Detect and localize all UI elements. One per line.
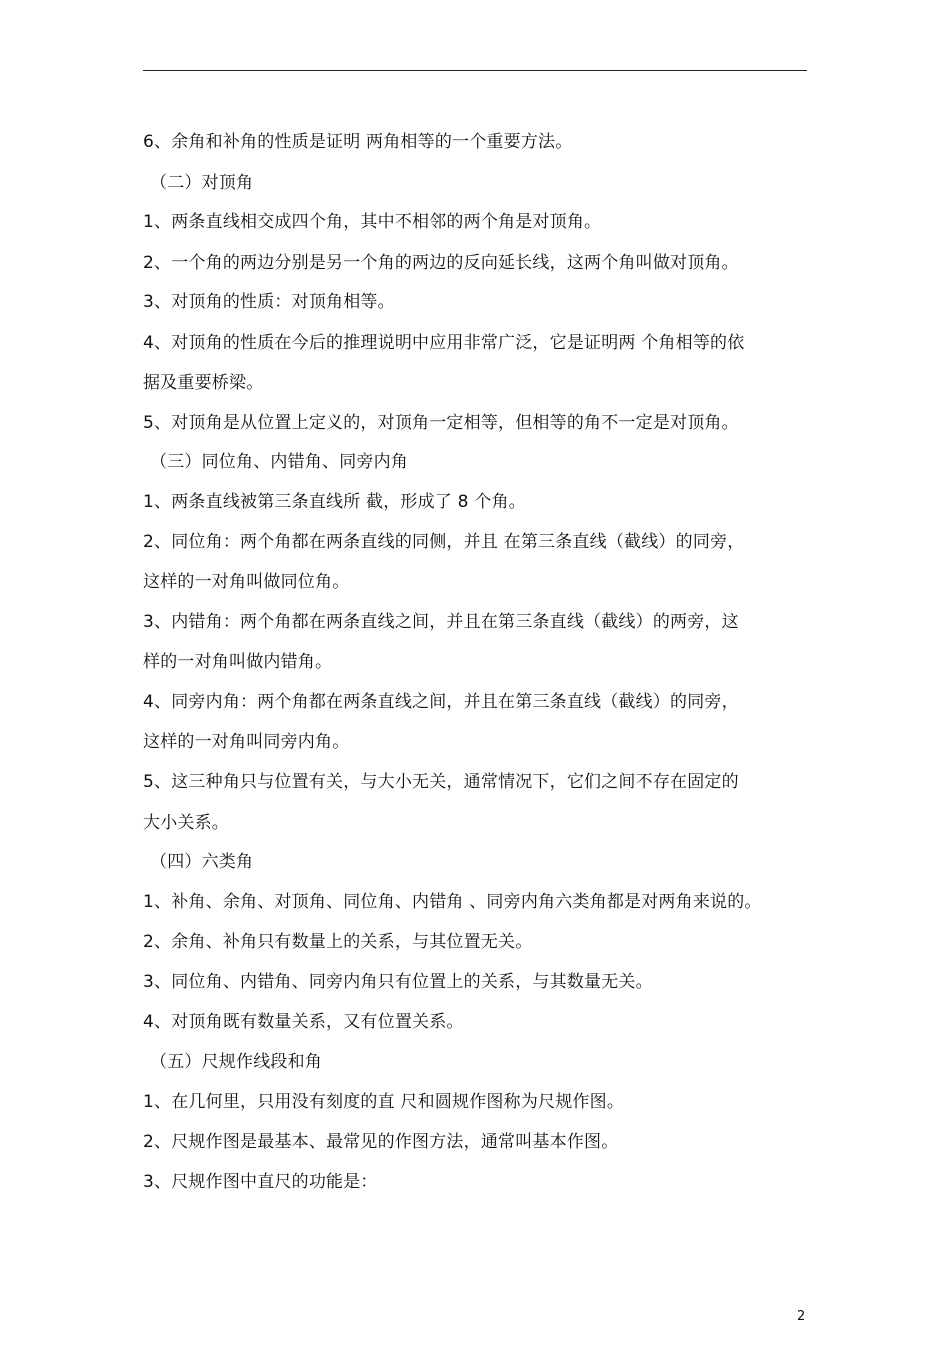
text-line: 3、对顶角的性质：对顶角相等。	[143, 292, 395, 312]
section-heading: （二）对顶角	[150, 173, 254, 193]
text-line: 4、对顶角既有数量关系，又有位置关系。	[143, 1012, 464, 1032]
text-line: 2、同位角：两个角都在两条直线的同侧，并且 在第三条直线（截线）的同旁，	[143, 532, 745, 552]
text-line: 4、同旁内角：两个角都在两条直线之间，并且在第三条直线（截线）的同旁，	[143, 692, 739, 712]
text-line: 3、内错角：两个角都在两条直线之间，并且在第三条直线（截线）的两旁，这	[143, 612, 739, 632]
text-line: 这样的一对角叫做同位角。	[143, 572, 350, 592]
text-line: 1、两条直线相交成四个角，其中不相邻的两个角是对顶角。	[143, 212, 602, 232]
text-line: 6、余角和补角的性质是证明 两角相等的一个重要方法。	[143, 132, 573, 152]
section-heading: （三）同位角、内错角、同旁内角	[150, 452, 408, 472]
text-line: 2、一个角的两边分别是另一个角的两边的反向延长线，这两个角叫做对顶角。	[143, 253, 739, 273]
text-line: 2、尺规作图是最基本、最常见的作图方法，通常叫基本作图。	[143, 1132, 619, 1152]
page-number: 2	[797, 1309, 806, 1324]
text-line: 据及重要桥梁。	[143, 373, 264, 393]
text-line: 3、尺规作图中直尺的功能是：	[143, 1172, 378, 1192]
text-line: 大小关系。	[143, 813, 229, 833]
text-line: 4、对顶角的性质在今后的推理说明中应用非常广泛，它是证明两 个角相等的依	[143, 333, 745, 353]
text-line: 3、同位角、内错角、同旁内角只有位置上的关系，与其数量无关。	[143, 972, 653, 992]
text-line: 2、余角、补角只有数量上的关系，与其位置无关。	[143, 932, 533, 952]
text-line: 1、在几何里，只用没有刻度的直 尺和圆规作图称为尺规作图。	[143, 1092, 625, 1112]
text-line: 5、这三种角只与位置有关，与大小无关，通常情况下，它们之间不存在固定的	[143, 772, 739, 792]
section-heading: （五）尺规作线段和角	[150, 1052, 322, 1072]
header-rule	[143, 70, 807, 71]
text-line: 1、补角、余角、对顶角、同位角、内错角 、同旁内角六类角都是对两角来说的。	[143, 892, 762, 912]
text-line: 样的一对角叫做内错角。	[143, 652, 333, 672]
text-line: 5、对顶角是从位置上定义的，对顶角一定相等，但相等的角不一定是对顶角。	[143, 413, 739, 433]
section-heading: （四）六类角	[150, 852, 254, 872]
text-line: 1、两条直线被第三条直线所 截，形成了 8 个角。	[143, 492, 526, 512]
text-line: 这样的一对角叫同旁内角。	[143, 732, 350, 752]
